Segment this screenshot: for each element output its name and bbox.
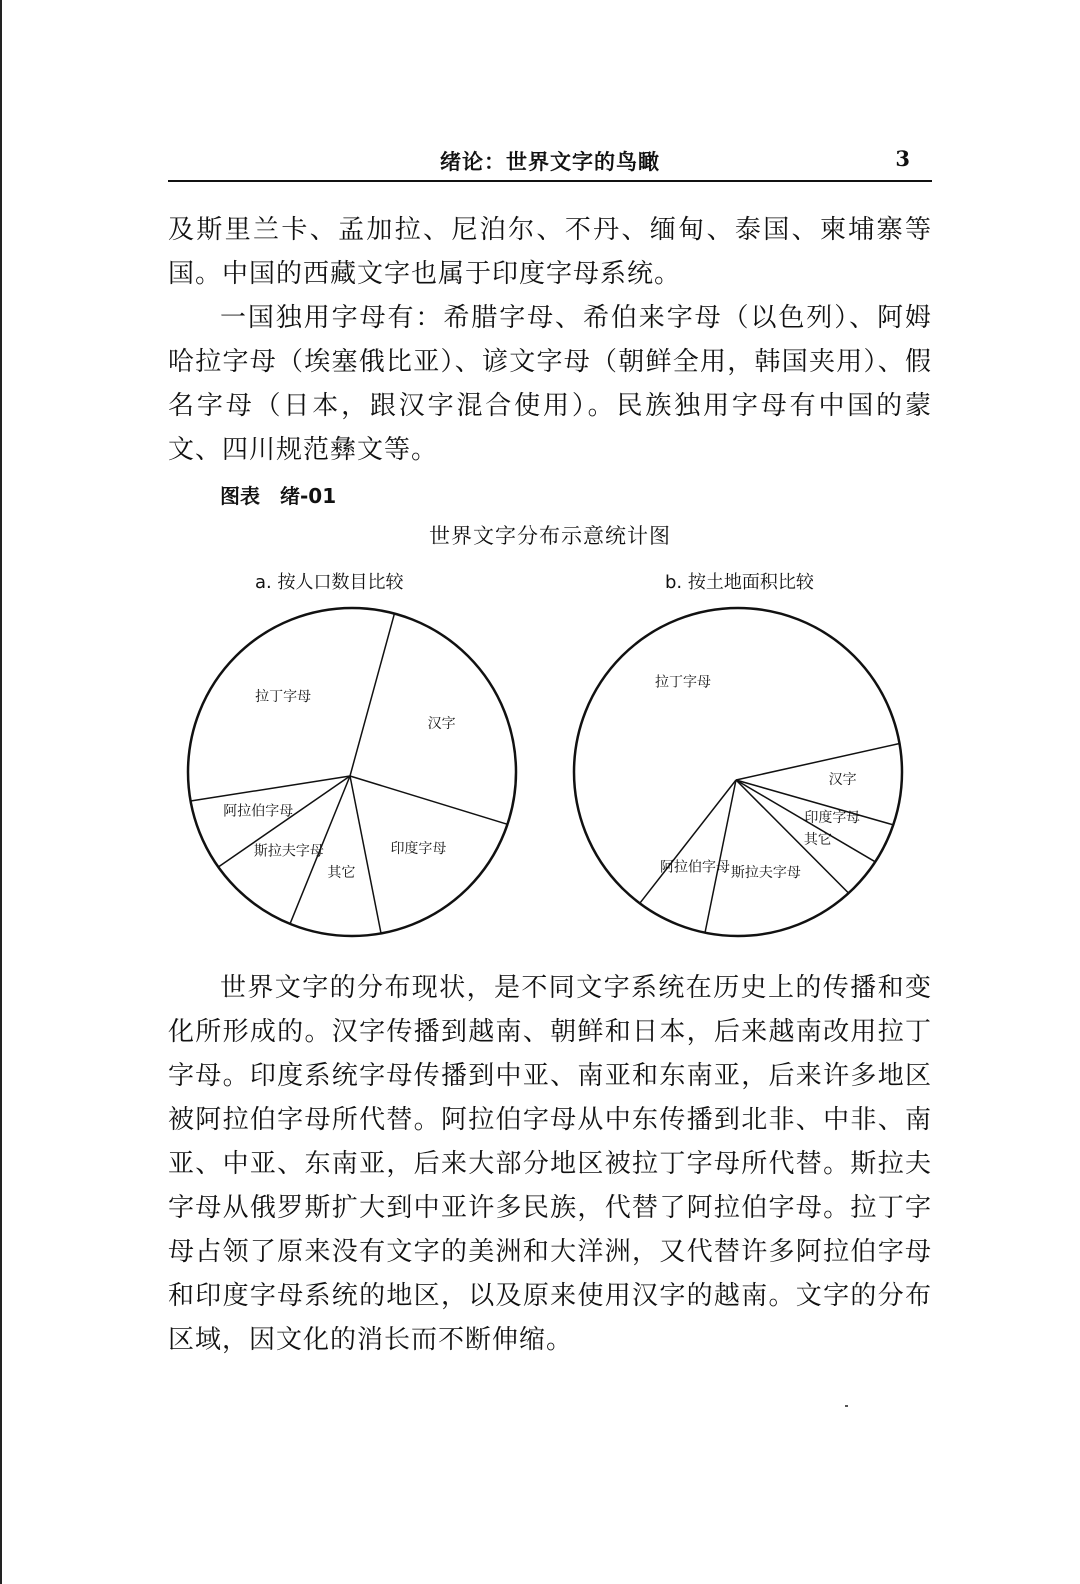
pie-slice-boundary [640, 780, 736, 903]
pie-slice-boundary [350, 614, 394, 776]
pie-slice-label: 阿拉伯字母 [223, 803, 294, 820]
pie-slice-label: 其它 [803, 832, 832, 849]
pie-slice-label: 斯拉夫字母 [253, 843, 324, 860]
pie-slice-label: 印度字母 [390, 840, 447, 857]
paragraph-3: 世界文字的分布现状，是不同文字系统在历史上的传播和变化所形成的。汉字传播到越南、朝鲜和日本，后来越南改用拉丁字母。印度系统字母传播到中亚、南亚和东南亚，后来许多地区被阿拉伯字母所代替。阿拉伯字母从中东传播到北非、中非、南亚、中亚、东南亚，后来大部分地区被拉丁字母所代替。斯拉夫字母从俄罗斯扩大到中亚许多民族，代替了阿拉伯字母。拉丁字母占领了原来没有文字的美洲和大洋洲，又代替许多阿拉伯字母和印度字母系统的地区，以及原来使用汉字的越南。文字的分布区域，因文化的消长而不断伸缩。 [168, 973, 932, 1355]
pie-slice-label: 汉字 [427, 715, 456, 732]
pie-slice-label: 印度字母 [804, 810, 861, 827]
pie-slice-boundary [350, 776, 381, 933]
figure-title: 世界文字分布示意统计图 [429, 524, 671, 548]
header-rule [168, 180, 932, 182]
pie-slice-boundary [705, 780, 736, 933]
pie-slice-label: 拉丁字母 [255, 689, 312, 706]
pie-chart-land-area [570, 600, 915, 945]
pie-slice-label: 阿拉伯字母 [659, 859, 730, 876]
page-left-edge [0, 0, 2, 1584]
pie-slice-boundary [350, 776, 507, 824]
pie-outline [188, 608, 516, 936]
pie-slice-boundary [191, 776, 350, 801]
chart-a-title: a. 按人口数目比较 [255, 572, 404, 593]
pie-slice-label: 斯拉夫字母 [730, 865, 801, 882]
figure-label: 图表 绪-01 [220, 484, 337, 508]
header-title: 绪论：世界文字的鸟瞰 [440, 149, 660, 174]
pie-slice-label: 汉字 [828, 772, 857, 789]
pie-chart-population [180, 600, 525, 945]
paragraph-2: 一国独用字母有：希腊字母、希伯来字母（以色列）、阿姆哈拉字母（埃塞俄比亚）、谚文字母（朝鲜全用，韩国夹用）、假名字母（日本，跟汉字混合使用）。民族独用字母有中国的蒙文、四川规范彝文等。 [168, 303, 932, 465]
pie-slice-label: 拉丁字母 [655, 674, 712, 691]
scan-speck [845, 1405, 848, 1407]
chart-b-title: b. 按土地面积比较 [665, 572, 814, 593]
pie-slice-label: 其它 [327, 865, 356, 882]
page-number: 3 [895, 146, 910, 171]
running-header [168, 140, 932, 184]
pie-slice-boundary [736, 744, 900, 780]
paragraph-1: 及斯里兰卡、孟加拉、尼泊尔、不丹、缅甸、泰国、柬埔寨等国。中国的西藏文字也属于印度字母系统。 [168, 215, 932, 289]
